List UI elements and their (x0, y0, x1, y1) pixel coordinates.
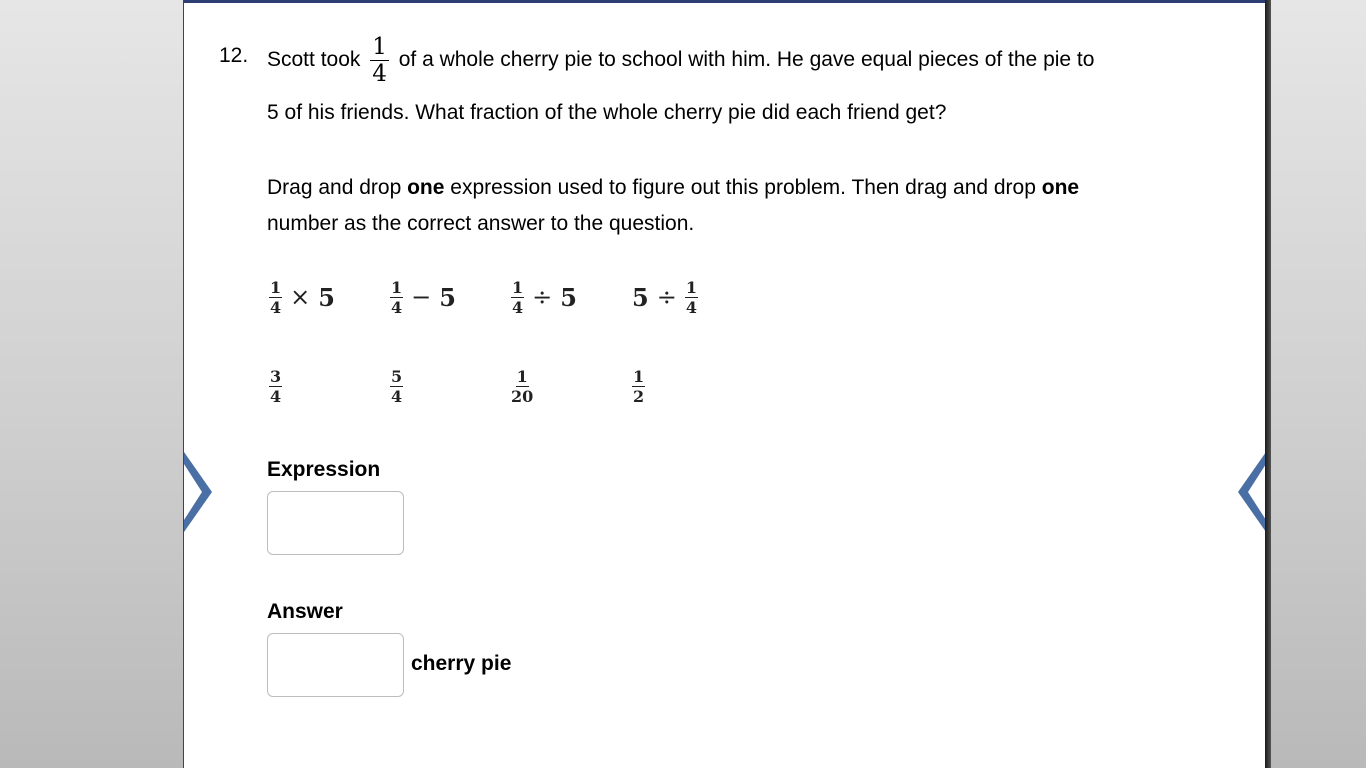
instructions (267, 170, 1187, 242)
top-rule (184, 0, 1265, 3)
tile-whole: 5 (318, 282, 335, 312)
chevron-left-icon[interactable] (1238, 452, 1268, 532)
tile-fraction (685, 278, 698, 317)
answer-drop-zone[interactable] (267, 633, 404, 697)
times-operator: × (290, 283, 311, 311)
tile-fraction (511, 278, 524, 317)
tile-num: 1 (633, 366, 645, 386)
tile-fraction (511, 367, 533, 406)
answer-tile-3-4[interactable] (269, 361, 282, 411)
tile-whole: 5 (632, 282, 649, 312)
tile-fraction (390, 278, 403, 317)
tile-fraction (632, 367, 645, 406)
instr-part-a: Drag and drop (267, 176, 408, 199)
chevron-right-icon[interactable] (184, 452, 214, 532)
tile-den: 2 (633, 386, 645, 406)
tile-den: 4 (391, 386, 403, 406)
item-page (183, 0, 1265, 768)
instr-emphasis-2: one (1041, 176, 1080, 199)
tile-num: 5 (391, 366, 403, 386)
tile-num: 1 (270, 277, 282, 297)
prompt-fraction-denominator: 4 (372, 61, 387, 87)
instr-emphasis-1: one (407, 176, 445, 199)
tile-num: 1 (516, 366, 528, 386)
tile-num: 1 (391, 277, 403, 297)
answer-suffix: cherry pie (411, 652, 512, 675)
expression-tile-minus[interactable] (390, 272, 456, 322)
tile-fraction (269, 278, 282, 317)
question-number: 12. (219, 44, 249, 67)
tile-whole: 5 (560, 282, 577, 312)
tile-whole: 5 (439, 282, 456, 312)
expression-drop-zone[interactable] (267, 491, 404, 555)
tile-den: 4 (391, 297, 403, 317)
expression-label: Expression (267, 458, 381, 481)
divide-operator: ÷ (532, 283, 553, 311)
answer-tile-5-4[interactable] (390, 361, 403, 411)
prompt-text-before: Scott took (267, 48, 361, 72)
answer-tile-1-2[interactable] (632, 361, 645, 411)
answer-tile-1-20[interactable] (511, 361, 533, 411)
expression-tile-divide[interactable] (511, 272, 577, 322)
question-prompt (267, 34, 1187, 87)
instr-part-e: number as the correct answer to the question. (267, 212, 695, 235)
tile-num: 1 (685, 277, 697, 297)
tile-den: 20 (511, 386, 534, 406)
tile-den: 4 (685, 297, 697, 317)
prompt-fraction (370, 34, 389, 87)
prompt-text-after: of a whole cherry pie to school with him. He gave equal pieces of the pie to (398, 48, 1095, 72)
tile-den: 4 (512, 297, 524, 317)
divide-operator: ÷ (656, 283, 677, 311)
tile-fraction (390, 367, 403, 406)
answer-label: Answer (267, 600, 343, 623)
tile-num: 3 (270, 366, 282, 386)
expression-tile-times[interactable] (269, 272, 335, 322)
tile-fraction (269, 367, 282, 406)
prompt-line-2: 5 of his friends. What fraction of the whole cherry pie did each friend get? (267, 101, 947, 124)
expression-tile-whole-divide[interactable] (632, 272, 698, 322)
page-edge-shadow (1265, 0, 1271, 768)
minus-operator: − (411, 283, 432, 311)
prompt-fraction-numerator: 1 (372, 34, 387, 60)
instr-part-c: expression used to figure out this problem. Then drag and drop (444, 176, 1042, 199)
tile-den: 4 (270, 297, 282, 317)
tile-den: 4 (270, 386, 282, 406)
tile-num: 1 (512, 277, 524, 297)
